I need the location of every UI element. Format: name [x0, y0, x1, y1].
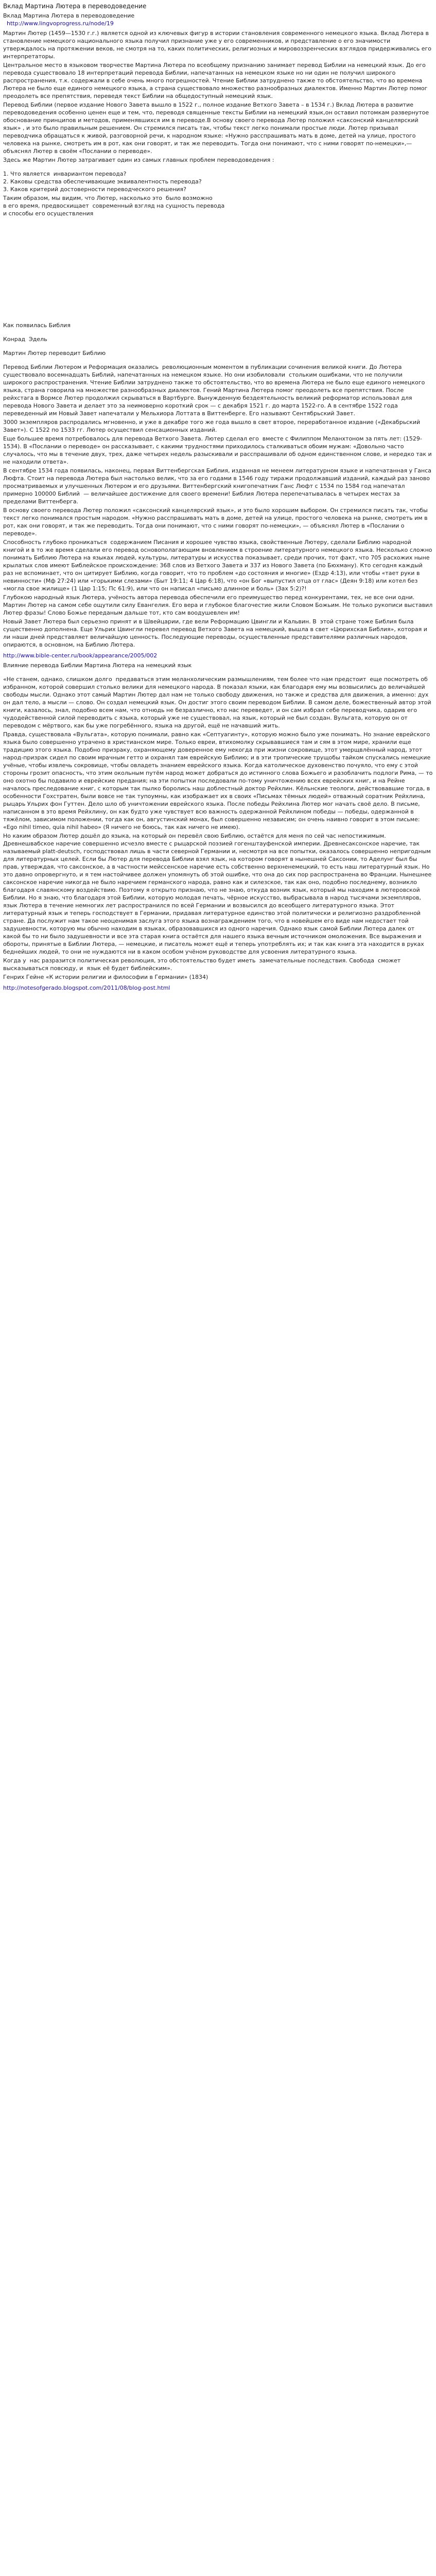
blog-link[interactable] — [3, 984, 433, 992]
blank-space — [3, 218, 433, 321]
paragraph: Правда, существовала «Вульгата», которую понимали, равно как «Септуагинту», которую можно было уже понимать. Но знание еврейского языка было совершенно утрачено в христианском мире. Только евреи, втихомолку скрывавшиеся там и сям в этом мире, хранили еще традицию этого языка. Подобно призраку, охраняющему доверенное ему некогда при жизни сокровище, этот умерщвлённый народ, этот народ-призрак сидел по своим мрачным гетто и охранял там еврейскую Библию; и в эти тропические трущобы тайком спускались немецкие учёные, чтобы извлечь сокровище, чтобы овладеть знанием еврейского языка. Когда католическое духовенство почуяло, что ему с этой стороны грозит опасность, что этим окольным путём народ может добраться до истинного слова Божьего и разоблачить подлоги Рима, — то оно охотно бы подавило и еврейские предания; на эти попытки последовали по-тому уничтожению всех еврейских книг, и на Рейне началось преследование книг, с которым так пылко боролись наш доблестный доктор Рейхлин. Кёльнские теологи, действовавшие тогда, в особенности Гохстратен, были вовсе не так тупоумны, как изображает их в своих «Письмах тёмных людей» отважный соратник Рейхлина, рыцарь Ульрих фон Гуттен. Дело шло об уничтожении еврейского языка. После победы Рейхлина Лютер мог начать своё дело. В письме, написанном в это время Рейхлину, он как будто уже чувствует всю важность одержанной Рейхлином победы — победы, одержанной в тяжёлом, зависимом положении, тогда как он, августинский монах, был совершенно независим; он очень наивно говорит в этом письме: «Ego nihil timeo, quia nihil habeo» (Я ничего не боюсь, так как ничего не имею). — [3, 731, 434, 831]
spacer — [3, 344, 433, 349]
paragraph: Способность глубоко проникаться содержанием Писания и хорошее чувство языка, свойственные Лютеру, сделали Библию народной книгой и в то же время сделали его перевод основополагающим вновлением в строение литературного немецкого языка. Несколько сложно понимать Библию Лютера на языках людей, культуры, литературы и искусства показывает, среди прочих, тот факт, что 705 расхожих ныне крылатых слов имеют Библейское происхождение: 368 слов из Ветхого Завета и 337 из Нового Завета (по Бюхману). Кто сегодня каждый раз не вспоминает, что он цитирует Библию, когда говорит, что то проблем «до состояния и многие» (Ездр 4:13), или чтобы «тает руки в невинности» (Мф 27:24) или «горькими слезами» (Быт 19:11; 4 Цар 6:18), что «он Бог «выпустил отца от глас» (Деян 9:18) или котел без «могла свое жилище» (1 Цар 1:15; Пс 61:9), или что он написал «письмо длинное и боль» (Зах 5:2)?! — [3, 539, 434, 592]
intro-line: Мартин Лютер переводит Библию — [3, 350, 106, 357]
paragraph: Перевод Библии (первое издание Нового Завета вышло в 1522 г., полное издание Ветхого Завета – в 1534 г.) Вклад Лютера в развитие переводоведения особенно ценен еще и тем, что, переводя священные тексты Библии на немецкий язык,он оставил потомкам развернутое обоснование принципов и методов, применявшихся им в переводе.В основу своего перевода Лютер положил «саксонский канцелярский язык» , и это было правильным решением. Он стремился писать так, чтобы текст легко понимали простые люди. Лютер призывал переводчика обращаться к живой, разговорной речи, к народном языке: «Нужно расспрашивать мать в доме, детей на улице, простого человека на рынке, смотреть им в рот, как они говорят, и так же переводить. Тогда они понимают, что с ними говорят по-немецки»,— объяснял Лютер в своём «Послании о переводе». — [3, 101, 431, 155]
section-bible-history — [3, 321, 433, 649]
paragraph: В сентябре 1534 года появилась, наконец, первая Виттенбергская Библия, изданная не менеем литературном языке и напечатанная у Ганса Люфта. Стоит на перевода Лютера был настолько велик, что за его годами в 1546 году тиражи продолжавший изданий, каждый раз заново просматриваемых и улучшенных Лютером и его друзьями. Виттенбергский книгопечатник Ганс Люфт с 1534 по 1584 год напечатал примерно 100000 Библий — величайшее достижение для своего времени! Библия Лютера перепечатывалась в четырех местах за пределами Виттенберга. — [3, 467, 433, 505]
intro-line: Как появилась Библия — [3, 322, 71, 329]
paragraph: В основу своего перевода Лютер положил «саксонский канцелярский язык», и это было хорошим выбором. Он стремился писать так, чтобы текст легко понимался простым народом. «Нужно расспрашивать мать в доме, детей на улице, простого человека на рынке, смотреть им в рот, как они говорят, и так же переводить. Тогда они понимают, что с ними говорят по-немецки», — объяснял Лютер в «Послании о переводе». — [3, 507, 430, 537]
source-link-text[interactable]: http://www.lingvoprogress.ru/node/19 — [7, 20, 114, 27]
spacer — [3, 165, 433, 170]
paragraph: Центральное место в языковом творчестве Мартина Лютера по всеобщему признанию занимает перевод Библии на немецкий язык. До его перевода существовало 18 интерпретаций перевода Библии, напечатанных на немецком языке но ни один не получил широкого распространения, т.к. содержали в себе очень много погрешностей. Чтение Библии затруднено также то обстоятельство, что во времена Лютера не было еще единого немецкого языка, а страна существовало множество разнообразных диалектов. Именно Мартин Лютер помог преодолеть все препятствия, переведя текст Библии на общедоступный немецкий язык. — [3, 62, 429, 99]
section-heine-quote — [3, 662, 433, 981]
source-link[interactable] — [3, 20, 433, 27]
paragraph: Но каким образом Лютер дошёл до языка, на который он перевёл свою Библию, остаётся для меня по сей час непостижимым. Древнешвабское наречие совершенно исчезло вместе с рыцарской поэзией гогенштауфенской империи. Древнесаксонское наречие, так называемый platt-deutsch, господствовал лишь в части северной Германии и, несмотря на все попытки, оказалось совершенно непригодным для литературных целей. Если бы Лютер для перевода Библии взял язык, на котором говорят в нынешней Саксонии, то Аделунг был бы прав, утверждая, что саксонское, а в частности мейссенское наречие есть собственно верхненемецкий, то есть наш литературный язык. Но это давно опровергнуто, и я тем настойчивее должен упомянуть об этой ошибке, что она до сих пор распространена во Франции. Нынешнее саксонское наречие никогда не было наречием германского народа, равно как и силезское, так как оно, подобно последнему, возникло благодаря славянскому воздействию. Поэтому я открыто признаю, что не знаю, откуда возник язык, который мы находим в лютеровской Библии. Но я знаю, что благодаря этой Библии, которую молодая печать, чёрное искусство, выбрасывала в народ тысячами экземпляров, язык Лютера в течение немногих лет распространился по всей Германии и возвысился до всеобщего литературного языка. Этот литературный язык и теперь господствует в Германии, придавая литературное единство этой политически и религиозно раздробленной стране. Да послужит нам такое неоценимая заслуга этого языка вознаграждением того, что в новейшем его виде нам недостает той задушевности, которую мы обычно находим в языках, образовавшихся из одного наречия. Однако язык самой Библии Лютера далек от какой бы то ни было задушевности и все эта старая книга остаётся для нашего языка вечным источником омоложения. Все выражения и обороты, принятые в Библии Лютера, — немецкие, и писатель может ещё и теперь употреблять их; и так как книга эта находится в руках беднейших людей, то они не нуждаются ни в каком особом учёном руководстве для усвоения литературного языка. — [3, 833, 433, 955]
document-subtitle: Вклад Мартина Лютера в переводоведение — [3, 12, 135, 19]
section-luther-contribution — [3, 29, 433, 217]
spacer — [3, 670, 433, 675]
intro-line: Конрад Эдель — [3, 336, 47, 343]
paragraph: Здесь же Мартин Лютер затрагивает один из самых главных проблем переводоведения : — [3, 157, 274, 163]
paragraph: 3000 экземпляров распродались мгновенно, и уже в декабре того же года вышло в свет второе, переработанное издание («Декабрьский Завет»). С 1522 по 1533 гг. Лютер осуществил сенсационных изданий. — [3, 419, 422, 433]
paragraph: «Не станем, однако, слишком долго предаваться этим меланхолическим размышлениям, тем более что нам предстоит еще посмотреть об избранном, которой совершил столько велики для немецкого народа. В показал языки, как благодаря ему мы возвысились до величайшей свободы мысли. Однако этот самый Мартин Лютер дал нам не только свободу движения, но также и средства для движения, а именно: дух он дал тело, а мысли — слово. Он создал немецкий язык. Он достиг этого своим переводом Библии. В самом деле, божественный автор этой книги, казалось, знал, подобно всем нам, что отнюдь не безразлично, кто нас переведет, и он сам избрал себе переводчика, одарив его чудодейственной силой переводить с языка, который уже не существовал, на язык, который не был создан. Вульгата, которую он от переводом с мёртвого, как бы уже погребённого, языка на другой, ещё не начавший жить. — [3, 676, 433, 729]
section-heading: Влияние перевода Библии Мартина Лютера на немецкий язык — [3, 662, 192, 669]
paragraph: Новый Завет Лютера был серьезно принят и в Швейцарии, где вели Реформацию Цвингли и Кальвин. В этой стране тоже Библия была существенно дополнена. Еще Ульрих Цвингли перевел перевод Ветхого Завета на немецкий, вышла в свет «Цюрихская Библия», которая и ли наши дней представляет величайшую ценность. Последующие переводы, осуществленные представителями различных народов, опираются, в основном, на Библию Лютера. — [3, 618, 429, 648]
paragraph: Глубокою народный язык Лютера, учёность автора перевода обеспечили его преимущество перед конкурентами, тех, не все они одни. Мартин Лютер на самом себе ощутили силу Евангелия. Его вера и глубокое благочестие жили Словом Божьим. Не только рукописи выставил Лютер фразы! Слово Божье переданым дальше тот, кто сам воодушевлен им! — [3, 594, 434, 616]
spacer — [3, 330, 433, 335]
document-title: Вклад Мартина Лютера в переводоведение — [3, 3, 147, 10]
paragraph: Еще большее время потребовалось для перевода Ветхого Завета. Лютер сделал его вместе с Филиппом Меланхтоном за пять лет: (1529-1534). В «Послании о переводе» он рассказывает, с какими трудностями приходилось сталкиваться обоим мужам: «Довольно часто случалось, что мы в течение двух, трех, даже четырех недель разыскивали и расспрашивали об одном единственном слове, и нередко так и не находили ответа». — [3, 435, 434, 465]
paragraph: Перевод Библии Лютером и Реформация оказались революционным моментом в публикации сочинения великой книги. До Лютера существовало восемнадцать Библий, напечатанных на немецком языке. Но они изобиловали стольким ошибками, что не получили широкого распространения. Чтение Библии затруднено также то обстоятельство, что во времена Лютера не было еще единого немецкого языка, страна говорила на множестве разнообразных диалектов. Гений Мартина Лютера помог преодолеть все препятствия. После рейхстага в Вормсе Лютер продолжил скрываться в Вартбурге. Вынужденную бездеятельность великий реформатор использовал для перевода Нового Завета и делает это за неимоверно короткий срок — с декабря 1521 г. до марта 1522-го. А в сентябре 1522 года переведенный им Новый Завет напечатали у Мельхиора Лоттата в Виттенберге. Его называют Сентябрьский Завет. — [3, 364, 427, 417]
paragraph: Когда у нас разразится политическая революция, это обстоятельство будет иметь замечательные последствия. Свобода сможет высказываться повсюду, и язык её будет библейским». — [3, 957, 403, 972]
blog-link-text[interactable]: http://notesofgerado.blogspot.com/2011/08/blog-post.html — [3, 985, 170, 991]
spacer — [3, 358, 433, 363]
problem-list: 1. Что является инвариантом перевода? 2. Каковы средства обеспечивающие эквивалентность перевода? 3. Каков критерий достоверности переводческого решения? — [3, 171, 202, 193]
quote-attribution: Генрих Гейне «К истории религии и философии в Германии» (1834) — [3, 974, 208, 980]
paragraph: Мартин Лютер (1459—1530 г.г.) является одной из ключевых фигур в истории становления современного немецкого языка. Вклад Лютера в становление немецкого национального языка получил признание уже у его современников, и представление о его значимости утверждалось на протяжении веков, не смотря на то, каких политических, религиозных и мировоззренческих взглядов придерживались его интерпретаторы. — [3, 30, 433, 60]
bible-center-link[interactable] — [3, 652, 433, 659]
bible-center-link-text[interactable]: http://www.bible-center.ru/book/appearance/2005/002 — [3, 652, 158, 659]
paragraph: Таким образом, мы видим, что Лютер, насколько это было возможно в его время, предвосхищает современный взгляд на сущность перевода и способы его осуществления — [3, 195, 225, 217]
